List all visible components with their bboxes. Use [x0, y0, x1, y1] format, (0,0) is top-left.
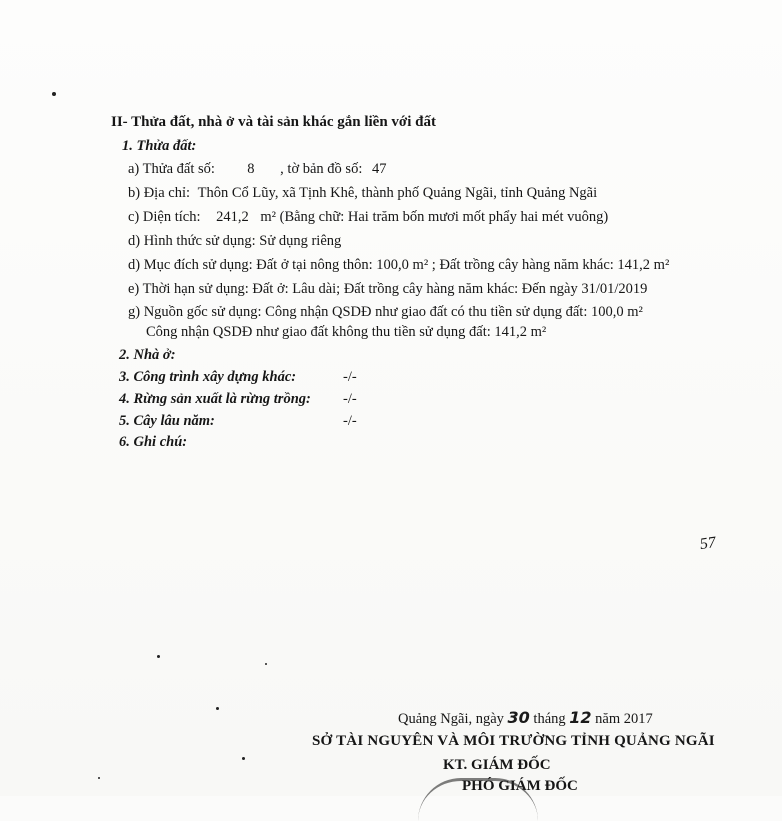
- scan-speck: [98, 777, 100, 779]
- other-construction-value: -/-: [343, 369, 357, 385]
- map-sheet-label: , tờ bản đồ số:: [280, 161, 363, 177]
- on-behalf-label: KT. GIÁM ĐỐC: [443, 757, 551, 773]
- area-unit: m²: [260, 209, 276, 225]
- parcel-line: [128, 160, 386, 178]
- area-value: 241,2: [216, 209, 249, 225]
- area-words: (Bằng chữ: Hai trăm bốn mươi mốt phẩy hai mét vuông): [279, 209, 609, 225]
- production-forest-heading: 4. Rừng sản xuất là rừng trồng:: [119, 391, 311, 407]
- other-construction-heading: 3. Công trình xây dựng khác:: [119, 369, 297, 385]
- usage-term-line: e) Thời hạn sử dụng: Đất ở: Lâu dài; Đất trồng cây hàng năm khác: Đến ngày 31/01/2019: [128, 281, 648, 297]
- scan-speck: [265, 663, 267, 665]
- signature-month: 12: [569, 708, 592, 727]
- map-sheet-number: 47: [371, 161, 387, 177]
- area-line: [128, 208, 608, 226]
- origin-line-2: Công nhận QSDĐ như giao đất không thu tiền sử dụng đất: 141,2 m²: [146, 324, 547, 340]
- parcel-number: 8: [247, 161, 255, 177]
- place-date-line: [398, 709, 653, 728]
- place-date-prefix: Quảng Ngãi, ngày: [398, 711, 504, 727]
- notes-heading: 6. Ghi chú:: [119, 434, 188, 450]
- scan-speck: [52, 92, 56, 96]
- origin-line-1: g) Nguồn gốc sử dụng: Công nhận QSDĐ như giao đất có thu tiền sử dụng đất: 100,0 m²: [128, 304, 643, 320]
- signature-day: 30: [507, 708, 530, 727]
- section-title: II- Thửa đất, nhà ở và tài sản khác gắn liền với đất: [111, 114, 436, 130]
- authority-name: SỞ TÀI NGUYÊN VÀ MÔI TRƯỜNG TỈNH QUẢNG NGÃI: [312, 733, 715, 749]
- usage-purpose-line: d) Mục đích sử dụng: Đất ở tại nông thôn: 100,0 m² ; Đất trồng cây hàng năm khác: 141,2 m²: [128, 257, 670, 273]
- parcel-label: a) Thửa đất số:: [128, 161, 215, 177]
- scan-speck: [242, 757, 245, 760]
- month-label: tháng: [533, 711, 566, 727]
- land-heading: 1. Thửa đất:: [122, 138, 197, 154]
- position-label: PHÓ GIÁM ĐỐC: [462, 778, 578, 794]
- scan-speck: [157, 655, 160, 658]
- production-forest-value: -/-: [343, 391, 357, 407]
- scan-speck: [216, 707, 219, 710]
- year-label: năm 2017: [595, 711, 653, 727]
- house-heading: 2. Nhà ở:: [119, 347, 176, 363]
- perennial-trees-heading: 5. Cây lâu năm:: [119, 413, 215, 429]
- usage-form-line: d) Hình thức sử dụng: Sử dụng riêng: [128, 233, 342, 249]
- margin-mark: 57: [698, 533, 718, 554]
- address-value: Thôn Cổ Lũy, xã Tịnh Khê, thành phố Quảng Ngãi, tỉnh Quảng Ngãi: [197, 185, 598, 201]
- address-label: b) Địa chỉ:: [128, 185, 191, 201]
- area-label: c) Diện tích:: [128, 209, 201, 225]
- perennial-trees-value: -/-: [343, 413, 357, 429]
- address-line: [128, 184, 597, 202]
